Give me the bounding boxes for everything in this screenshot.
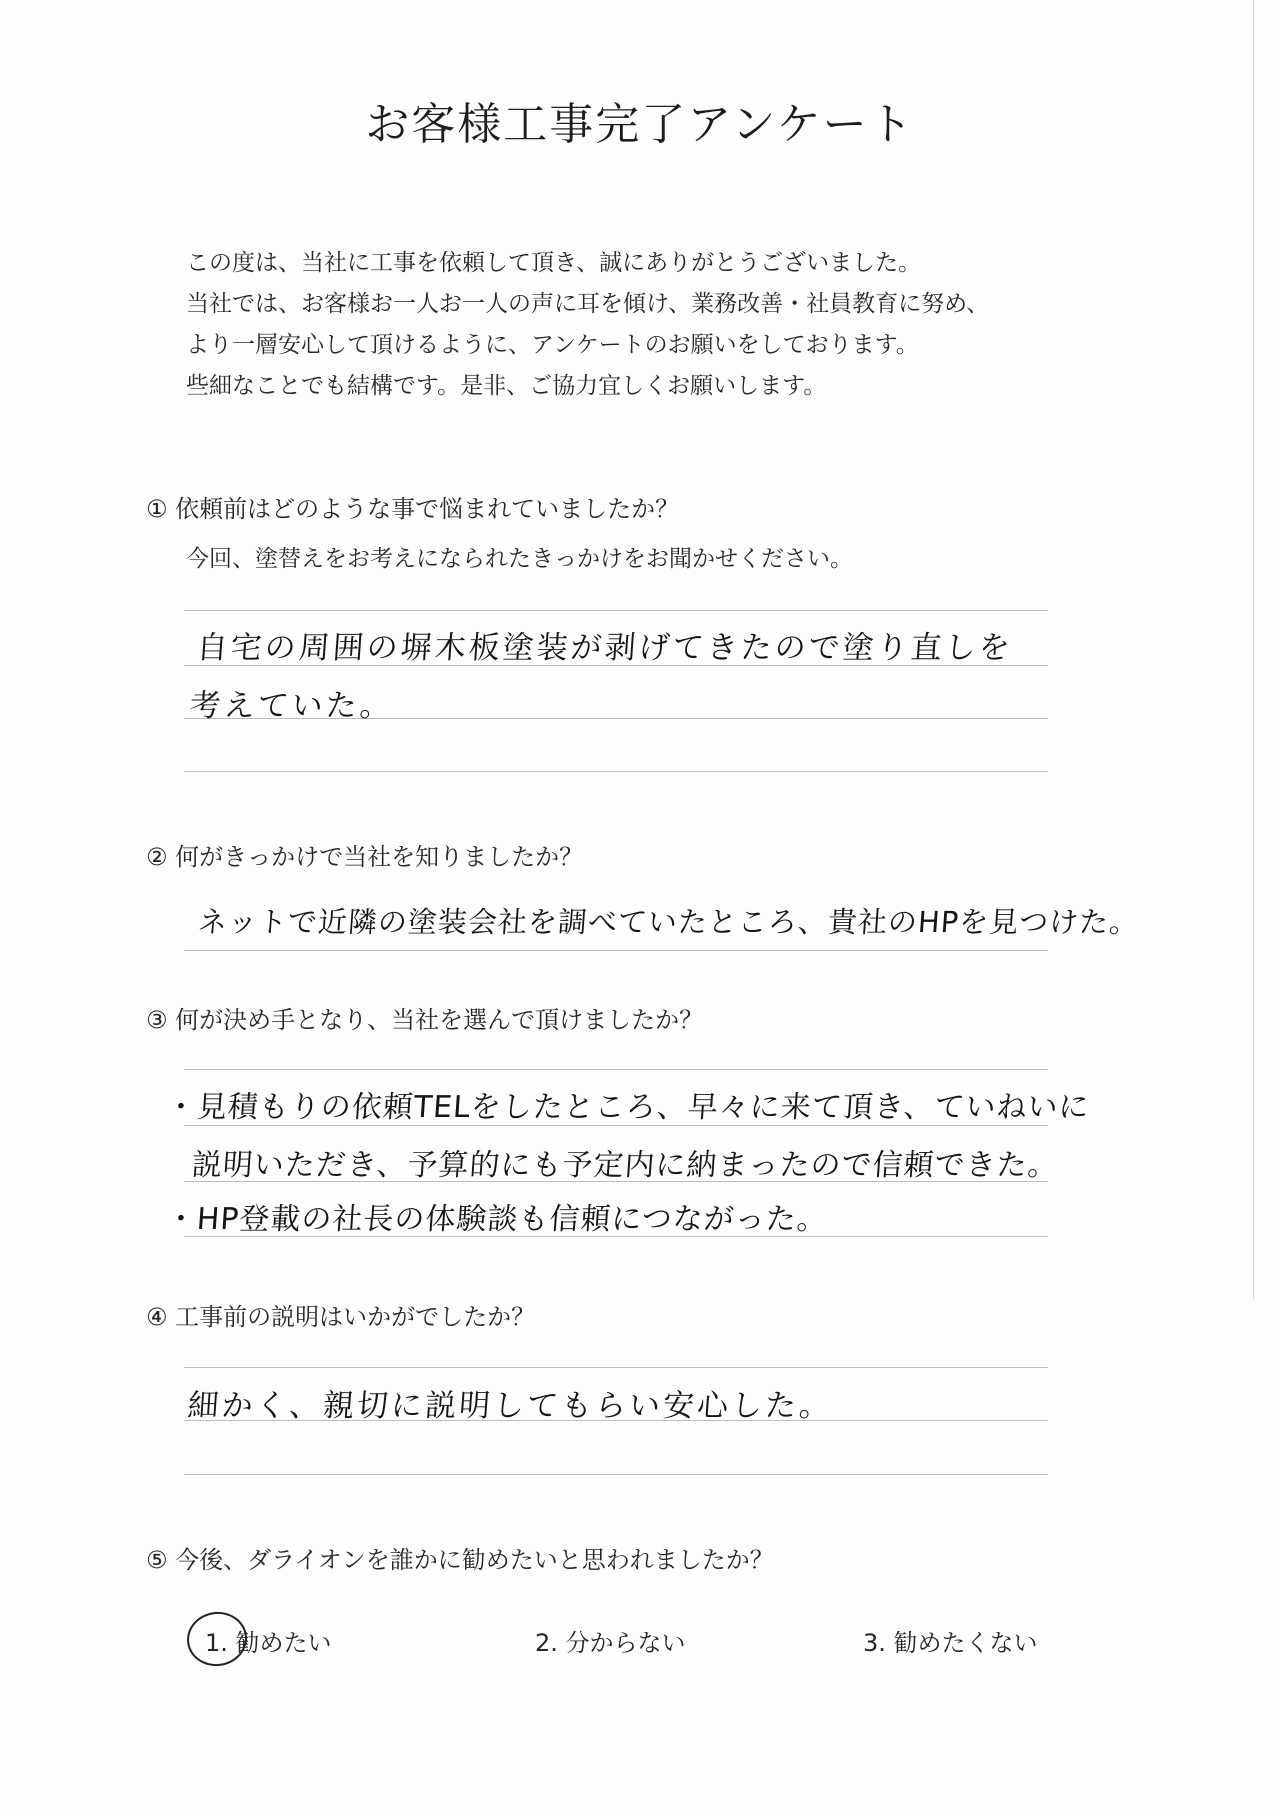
answer-line [184, 950, 1048, 951]
intro-line: より一層安心して頂けるように、アンケートのお願いをしております。 [186, 332, 919, 358]
choice-3[interactable]: 3. 勧めたくない [863, 1629, 1038, 1657]
page-edge-line [1253, 0, 1254, 1300]
intro-line: 些細なことでも結構です。是非、ご協力宜しくお願いします。 [186, 373, 827, 399]
page-title: お客様工事完了アンケート [365, 99, 915, 150]
question-4-label: ④ 工事前の説明はいかがでしたか？ [146, 1303, 536, 1331]
question-3-label: ③ 何が決め手となり、当社を選んで頂けましたか？ [146, 1006, 704, 1034]
question-1-answer-line: 自宅の周囲の塀木板塗装が剥げてきたので塗り直しを [195, 630, 1015, 666]
answer-line [184, 610, 1048, 611]
question-2-answer-line: ネットで近隣の塗装会社を調べていたところ、貴社のHPを見つけた。 [196, 905, 1141, 939]
question-3-answer-line: ・HP登載の社長の体験談も信頼につながった。 [164, 1202, 830, 1237]
question-3-answer-line: 説明いただき、予算的にも予定内に納まったので信頼できた。 [190, 1148, 1060, 1183]
answer-line [184, 1474, 1048, 1475]
intro-line: この度は、当社に工事を依頼して頂き、誠にありがとうございました。 [186, 250, 922, 276]
intro-text [186, 243, 1146, 407]
answer-line [184, 1069, 1048, 1070]
question-1-label: ① 依頼前はどのような事で悩まれていましたか？ [146, 495, 680, 523]
question-3-answer-line: ・見積もりの依頼TELをしたところ、早々に来て頂き、ていねいに [164, 1090, 1091, 1125]
question-1-answer-line: 考えていた。 [188, 688, 396, 724]
answer-line [184, 771, 1048, 772]
question-1-subtext: 今回、塗替えをお考えになられたきっかけをお聞かせください。 [186, 546, 853, 572]
question-5-label: ⑤ 今後、ダライオンを誰かに勧めたいと思われましたか？ [146, 1546, 774, 1574]
answer-line [184, 1367, 1048, 1368]
choice-1[interactable]: 1. 勧めたい [205, 1629, 332, 1657]
question-4-answer-line: 細かく、親切に説明してもらい安心した。 [186, 1388, 835, 1424]
intro-line: 当社では、お客様お一人お一人の声に耳を傾け、業務改善・社員教育に努め、 [186, 291, 990, 317]
question-2-label: ② 何がきっかけで当社を知りましたか？ [146, 843, 584, 871]
choice-2[interactable]: 2. 分からない [535, 1629, 686, 1657]
